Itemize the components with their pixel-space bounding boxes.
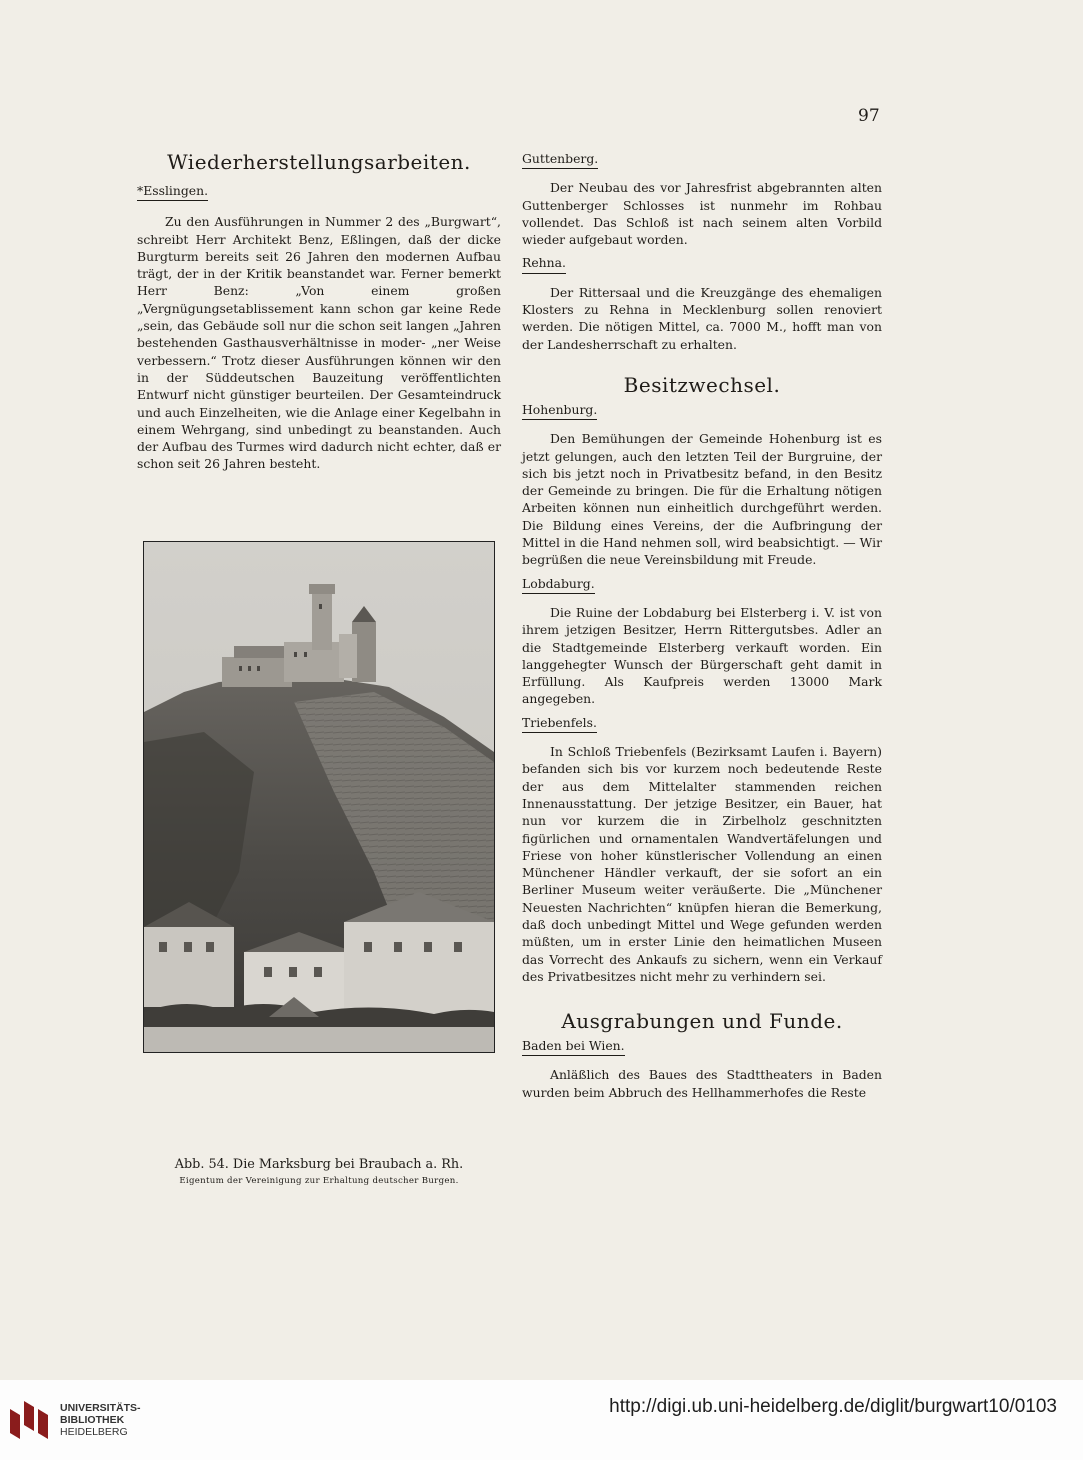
library-name (60, 1402, 141, 1438)
entry-text: Zu den Ausführungen in Nummer 2 des „Burgwart“, schreibt Herr Architekt Benz, Eßlingen, daß der dicke Burgturm bereits seit 26 Jahren den modernen Aufbau trägt, der in der Kritik beanstandet war. Ferner bemerkt Herr Benz: „Von einem großen „Vergnügungsetablissement kann schon gar keine Rede „sein, das Gebäude soll nur die schon seit langen „Jahren bestehenden Gasthausverhältnisse in moder- „ner Weise verbessern.“ Trotz dieser Ausführungen können wir den in der Süddeutschen Bauzeitung veröffentlichten Entwurf nicht günstiger beurteilen. Der Gesamteindruck und auch Einzelheiten, wie die Anlage einer Kegelbahn in einem Wehrgang, sind unbedingt zu beanstanden. Auch der Aufbau des Turmes wird dadurch nicht echter, daß er schon seit 26 Jahren besteht. (137, 214, 501, 472)
entry-text: Der Neubau des vor Jahresfrist abgebrannten alten Guttenberger Schlosses ist nunmehr im Rohbau vollendet. Das Schloß ist nach seinem alten Vorbild wieder aufgebaut worden. (522, 180, 882, 248)
entry-heading: Rehna. (522, 254, 566, 273)
entry-text: Der Rittersaal und die Kreuzgänge des ehemaligen Klosters zu Rehna in Mecklenburg sollen renoviert werden. Die nötigen Mittel, ca. 7000 M., hofft man von der Landesherrschaft zu erhalten. (522, 284, 882, 352)
figure-caption: Abb. 54. Die Marksburg bei Braubach a. Rh. (174, 1157, 464, 1172)
figure-caption-block (137, 1157, 501, 1186)
entry-text: In Schloß Triebenfels (Bezirksamt Laufen i. Bayern) befanden sich bis vor kurzem noch bedeutende Reste der aus dem Mittelalter stammenden reichen Innenausstattung. Der jetzige Besitzer, ein Bauer, hat nun vor kurzem die in Zirbelholz geschnitzten figürlichen und ornamentalen Wandvertäfelungen und Friese von hoher künstlerischer Vollendung an einen Münchener Händler verkauft, der sie sofort an ein Berliner Museum weiter veräußerte. Die „Münchener Neuesten Nachrichten“ knüpfen hieran die Bemerkung, daß doch unbedingt Mittel und Wege gefunden werden müßten, um in erster Linie den heimatlichen Museen das Vorrecht des Ankaufs zu sichern, wenn ein Verkauf des Privatbesitzes nicht mehr zu verhindern sei. (522, 744, 882, 984)
entry-heading: Guttenberg. (522, 150, 598, 169)
library-name-line: HEIDELBERG (60, 1426, 128, 1438)
section-title-besitzwechsel: Besitzwechsel. (623, 372, 781, 397)
section-title-ausgrabungen: Ausgrabungen und Funde. (561, 1009, 843, 1034)
right-column (522, 150, 882, 1101)
photo-illustration (144, 542, 494, 1052)
library-logo-icon (10, 1401, 48, 1439)
section-title-wiederherstellung: Wiederherstellungsarbeiten. (167, 150, 471, 174)
digitization-footer (0, 1380, 1083, 1460)
entry-lobdaburg (522, 575, 882, 708)
entry-heading: Lobdaburg. (522, 575, 595, 594)
entry-text: Die Ruine der Lobdaburg bei Elsterberg i. V. ist von ihrem jetzigen Besitzer, Herrn Rittergutsbes. Adler an die Stadtgemeinde Elsterberg verkauft worden. Ein langgehegter Wunsch der Bürgerschaft geht damit in Erfüllung. Als Kaufpreis werden 13000 Mark angegeben. (522, 604, 882, 707)
entry-rehna (522, 254, 882, 352)
entry-heading: Triebenfels. (522, 714, 597, 733)
entry-guttenberg (522, 150, 882, 248)
figure-credit: Eigentum der Vereinigung zur Erhaltung deutscher Burgen. (179, 1176, 459, 1186)
entry-hohenburg (522, 401, 882, 569)
photo-marksburg (143, 541, 495, 1053)
page-number: 97 (858, 106, 880, 126)
source-url[interactable]: http://digi.ub.uni-heidelberg.de/diglit/burgwart10/0103 (609, 1396, 1057, 1417)
entry-triebenfels (522, 714, 882, 985)
entry-baden (522, 1037, 882, 1101)
entry-heading: Baden bei Wien. (522, 1037, 625, 1056)
entry-heading: Hohenburg. (522, 401, 597, 420)
library-name-line: BIBLIOTHEK (60, 1414, 125, 1426)
entry-text: Den Bemühungen der Gemeinde Hohenburg ist es jetzt gelungen, auch den letzten Teil der Burgruine, der sich bis jetzt noch in Privatbesitz befand, in den Besitz der Gemeinde zu bringen. Die für die Erhaltung nötigen Arbeiten können nun einheitlich durchgeführt werden. Die Bildung eines Vereins, der die Aufbringung der Mittel in die Hand nehmen soll, wird beabsichtigt. — Wir begrüßen die neue Vereinsbildung mit Freude. (522, 431, 882, 568)
entry-heading: *Esslingen. (137, 182, 208, 201)
left-column (137, 150, 501, 473)
entry-text: Anläßlich des Baues des Stadttheaters in Baden wurden beim Abbruch des Hellhammerhofes die Reste (522, 1067, 882, 1100)
library-name-line: UNIVERSITÄTS- (60, 1402, 141, 1414)
entry-esslingen (137, 182, 501, 473)
